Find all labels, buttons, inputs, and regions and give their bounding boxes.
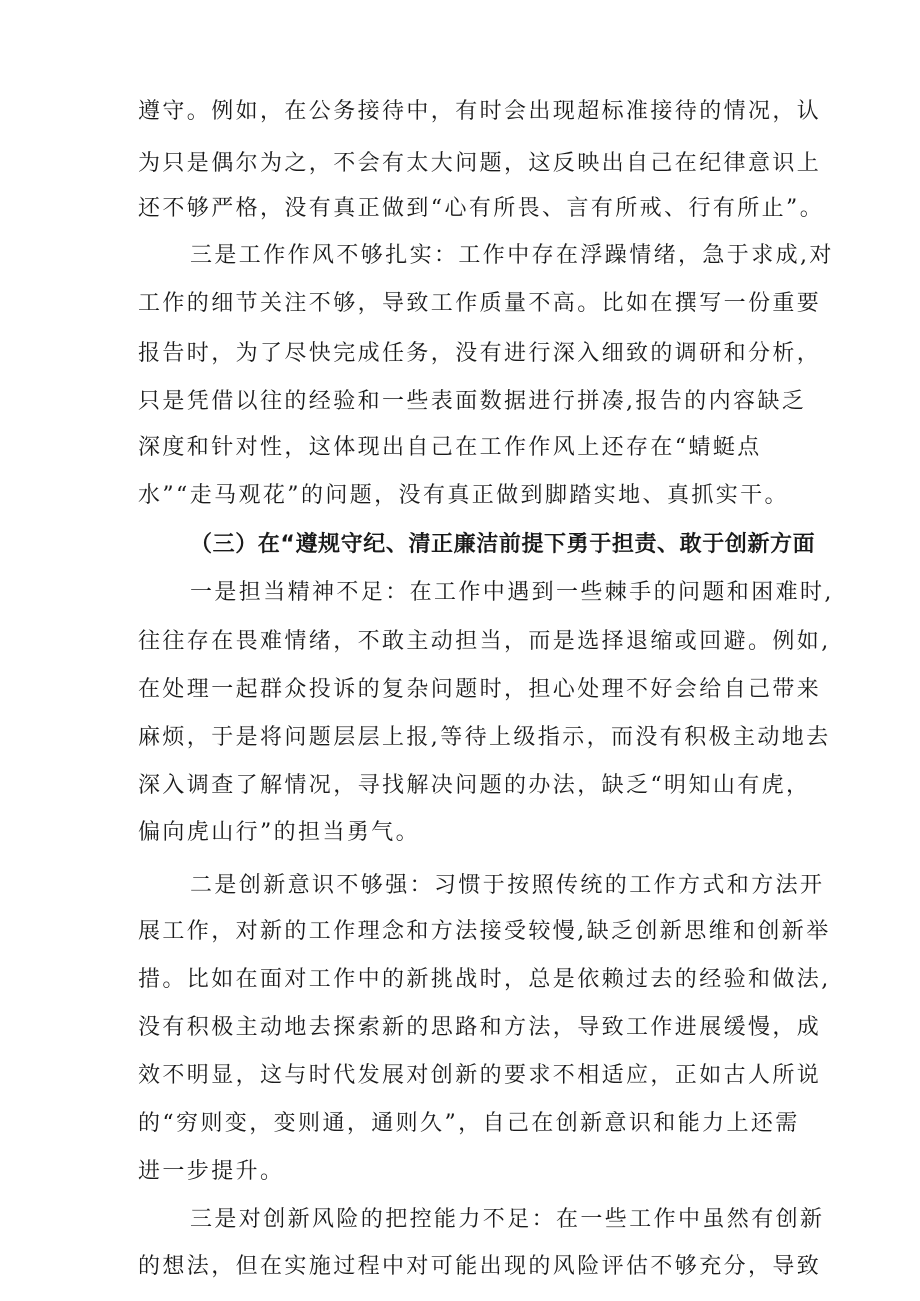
paragraph-line: 只是凭借以往的经验和一些表面数据进行拼凑,报告的内容缺乏: [138, 389, 807, 414]
paragraph-line: 深度和针对性，这体现出自己在工作作风上还存在“蜻蜓点: [138, 435, 762, 460]
paragraph-line: 为只是偶尔为之，不会有太大问题，这反映出自己在纪律意识上: [138, 151, 822, 176]
paragraph-line: 的“穷则变，变则通，通则久”，自己在创新意识和能力上还需: [138, 1111, 800, 1136]
paragraph-line: 三是对创新风险的把控能力不足：在一些工作中虽然有创新: [190, 1207, 825, 1232]
paragraph-line: 没有积极主动地去探索新的思路和方法，导致工作进展缓慢，成: [138, 1015, 822, 1040]
paragraph-line: 报告时，为了尽快完成任务，没有进行深入细致的调研和分析，: [138, 341, 822, 366]
paragraph-line: 麻烦，于是将问题层层上报,等待上级指示，而没有积极主动地去: [138, 725, 831, 750]
paragraph-line: 遵守。例如，在公务接待中，有时会出现超标准接待的情况，认: [138, 99, 822, 124]
section-heading: （三）在“遵规守纪、清正廉洁前提下勇于担责、敢于创新方面: [190, 532, 816, 557]
paragraph-line: 措。比如在面对工作中的新挑战时，总是依赖过去的经验和做法,: [138, 967, 831, 992]
paragraph-line: 进一步提升。: [138, 1159, 285, 1184]
paragraph-line: 工作的细节关注不够，导致工作质量不高。比如在撰写一份重要: [138, 291, 822, 316]
paragraph-line: 深入调查了解情况，寻找解决问题的办法，缺乏“明知山有虎，: [138, 773, 811, 798]
paragraph-line: 三是工作作风不够扎实：工作中存在浮躁情绪，急于求成,对: [190, 243, 834, 268]
paragraph-line: 往往存在畏难情绪，不敢主动担当，而是选择退缩或回避。例如,: [138, 629, 831, 654]
paragraph-line: 还不够严格，没有真正做到“心有所畏、言有所戒、行有所止”。: [138, 196, 825, 221]
paragraph-line: 偏向虎山行”的担当勇气。: [138, 820, 421, 845]
paragraph-line: 一是担当精神不足：在工作中遇到一些棘手的问题和困难时,: [190, 580, 834, 605]
paragraph-line: 的想法，但在实施过程中对可能出现的风险评估不够充分，导致: [138, 1254, 822, 1279]
paragraph-line: 效不明显，这与时代发展对创新的要求不相适应，正如古人所说: [138, 1063, 822, 1088]
paragraph-line: 水”“走马观花”的问题，没有真正做到脚踏实地、真抓实干。: [138, 483, 789, 508]
paragraph-line: 展工作，对新的工作理念和方法接受较慢,缺乏创新思维和创新举: [138, 919, 831, 944]
paragraph-line: 二是创新意识不够强：习惯于按照传统的工作方式和方法开: [190, 873, 825, 898]
paragraph-line: 在处理一起群众投诉的复杂问题时，担心处理不好会给自己带来: [138, 677, 822, 702]
